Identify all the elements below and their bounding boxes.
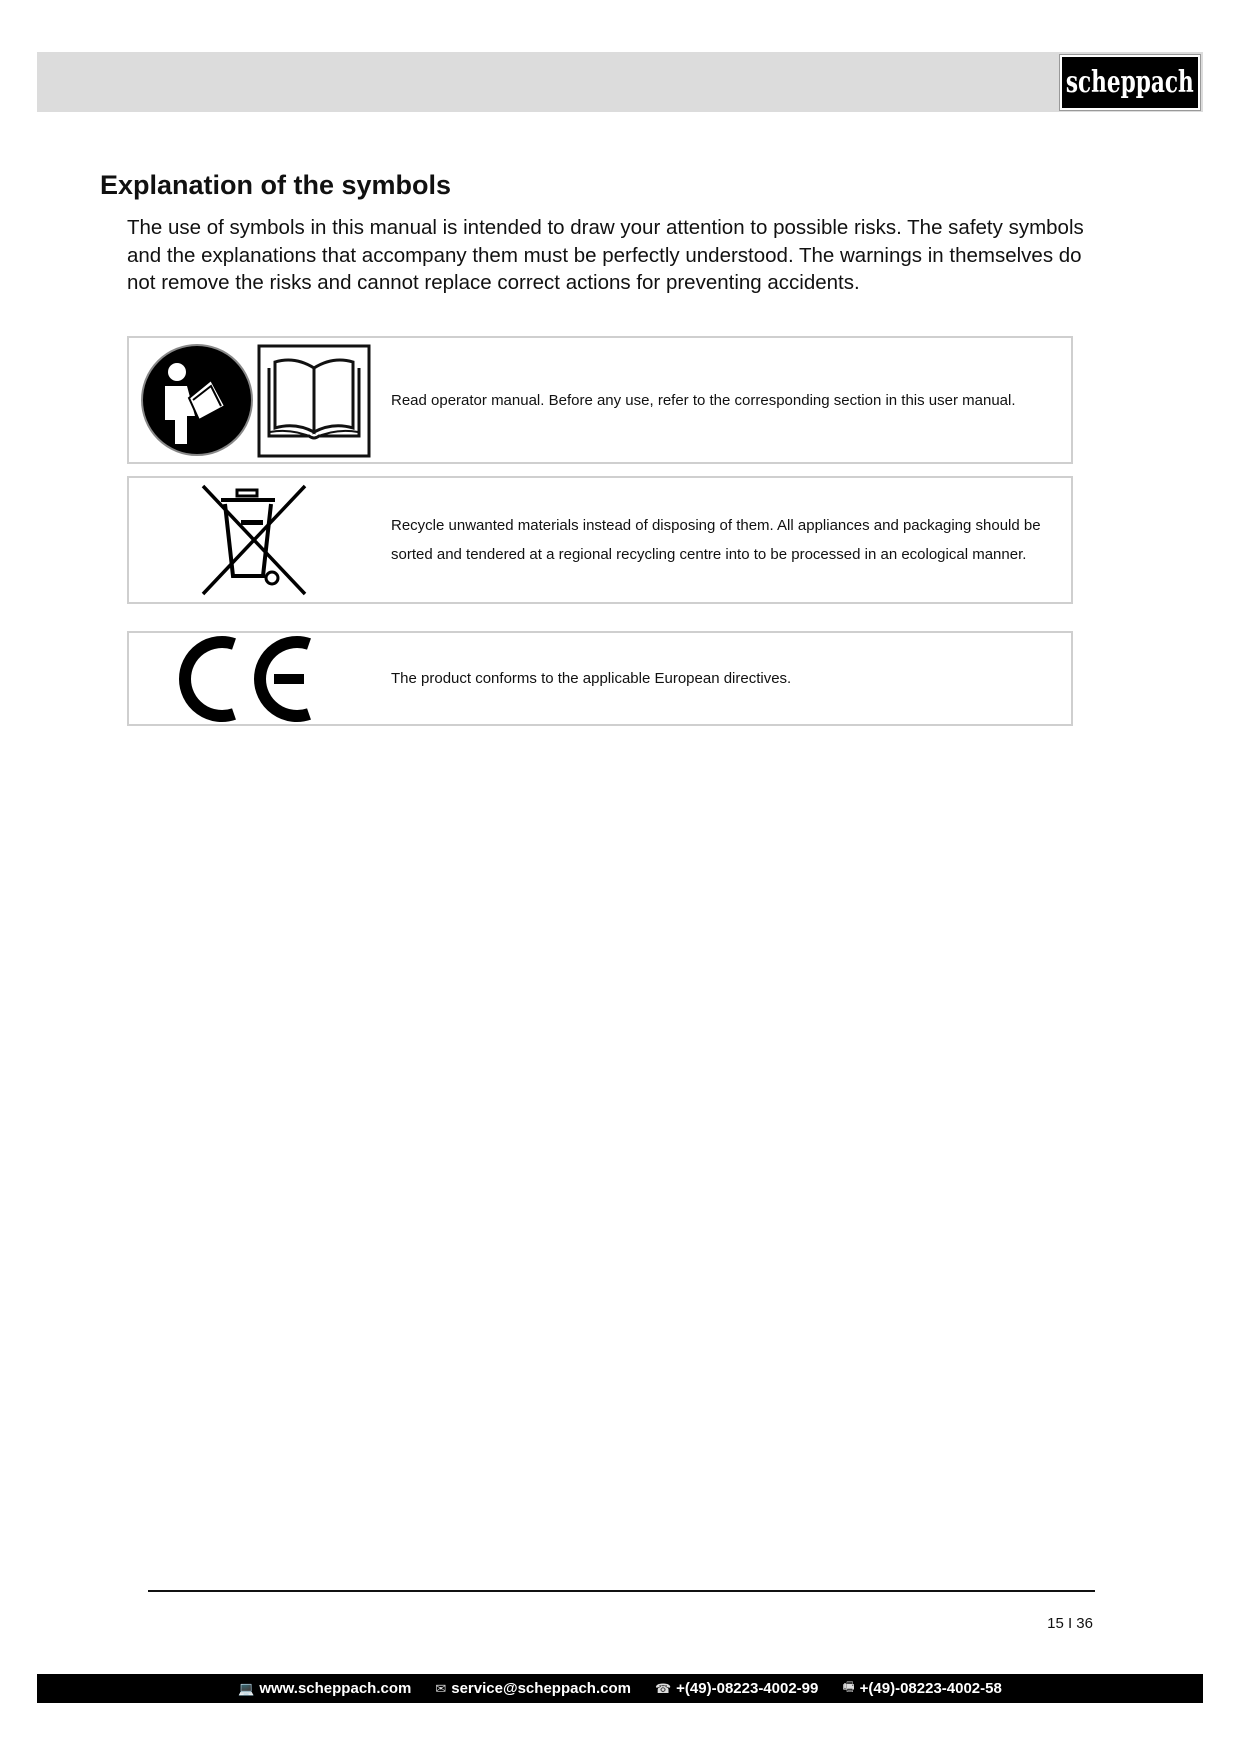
phone-icon: ☎: [654, 1680, 672, 1696]
symbol-description: The product conforms to the applicable European directives.: [391, 670, 792, 687]
footer-website[interactable]: [238, 1680, 411, 1697]
fax-text: +(49)-08223-4002-58: [859, 1680, 1002, 1697]
email-icon: ✉: [435, 1680, 447, 1696]
header-band: [37, 52, 1203, 112]
read-manual-icon: [129, 338, 374, 462]
symbol-description: Recycle unwanted materials instead of disposing of them. All appliances and packaging should be sorted and tendered at a regional recycling centre into to be processed in an ecological manner.: [391, 517, 1041, 563]
ce-mark-icon: [129, 633, 374, 724]
email-text: service@scheppach.com: [451, 1680, 631, 1697]
section-title: Explanation of the symbols: [100, 170, 452, 200]
symbol-row-recycling: [127, 476, 1073, 604]
computer-icon: 💻: [238, 1680, 255, 1696]
website-text: www.scheppach.com: [259, 1680, 412, 1697]
crossed-out-bin-icon: [129, 478, 374, 602]
footer-rule: [148, 1590, 1095, 1592]
footer-phone: [655, 1680, 818, 1697]
section-intro: The use of symbols in this manual is intended to draw your attention to possible risks. The safety symbols and the explanations that accompany them must be perfectly understood. The warnings in themselves do not remove the risks and cannot replace correct actions for preventing accidents.: [127, 216, 1084, 294]
logo-text: scheppach: [1066, 65, 1194, 100]
footer-contact-bar: [37, 1674, 1203, 1703]
footer-email[interactable]: [435, 1680, 631, 1697]
phone-text: +(49)-08223-4002-99: [676, 1680, 819, 1697]
symbol-graphics: [129, 338, 374, 462]
symbol-graphics: [129, 478, 374, 602]
fax-icon: 🖷: [842, 1678, 855, 1694]
symbol-description: Read operator manual. Before any use, refer to the corresponding section in this user manual.: [391, 391, 1016, 409]
footer-fax: [842, 1678, 1001, 1700]
page-number: 15 I 36: [1047, 1615, 1093, 1632]
scheppach-logo: [1060, 55, 1200, 110]
symbol-row-ce: [127, 631, 1073, 726]
symbol-row-read-manual: [127, 336, 1073, 464]
symbol-graphics: [129, 633, 374, 724]
